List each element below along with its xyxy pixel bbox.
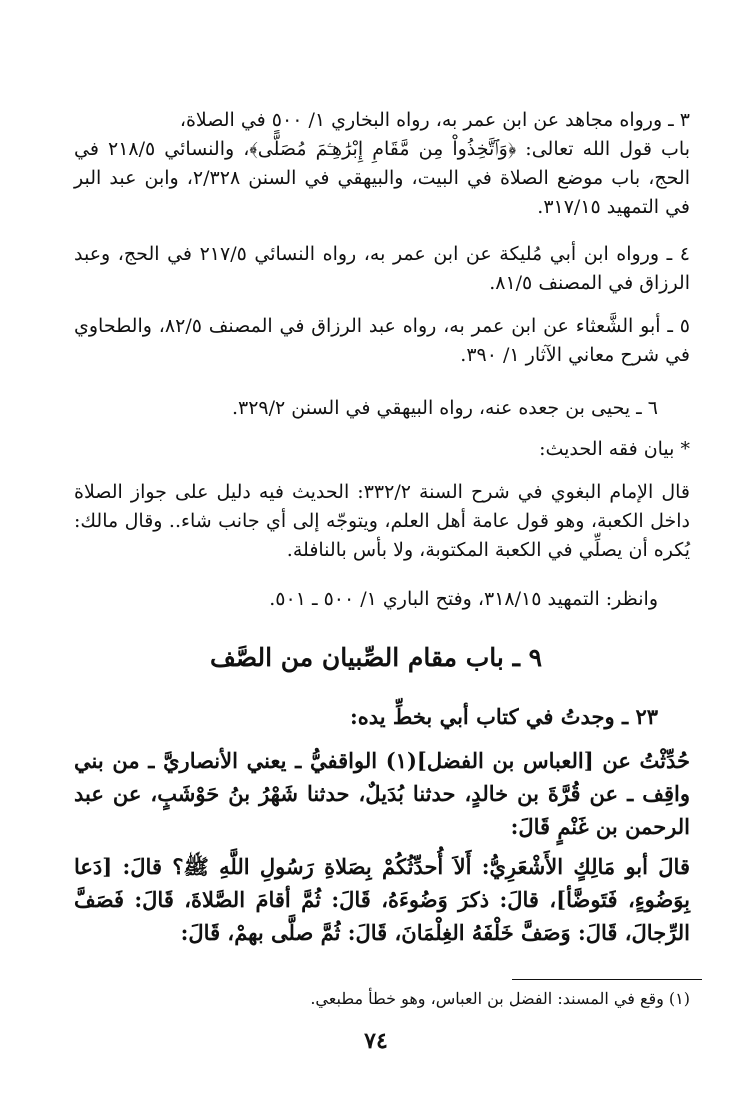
footnote: (١) وقع في المسند: الفضل بن العباس، وهو خطأ مطبعي. xyxy=(310,989,690,1008)
note-3-continuation: باب قول الله تعالى: ﴿وَٱتَّخِذُواْ مِن مَّقَامِ إِبْرَٰهِـۧمَ مُصَلًّى﴾، والنسائي ٢١٨/٥ في الحج، باب موضع الصلاة في البيت، والبيهقي في السنن ٢/٣٢٨، وابن عبد البر في التمهيد ٣١٧/١٥. xyxy=(74,138,690,218)
hadith-isnad: حُدِّثْتُ عن [العباس بن الفضل](١) الواقفيُّ ـ يعني الأنصاريَّ ـ من بني واقِف ـ عن قُرَّةَ بن خالدٍ، حدثنا بُدَيلٌ، حدثنا شَهْرُ بنُ حَوْشَبٍ، عن عبد الرحمن بن غَنْمٍ قَالَ: xyxy=(74,748,691,839)
hadith-intro: ٢٣ ـ وجدتُ في كتاب أبي بخطِّ يده: xyxy=(350,704,658,729)
chapter-title: ٩ ـ باب مقام الصِّبيان من الصَّف xyxy=(209,643,543,672)
footnote-separator xyxy=(512,979,702,980)
fiqh-label: * بيان فقه الحديث: xyxy=(539,438,690,460)
see-also: وانظر: التمهيد ٣١٨/١٥، وفتح الباري ١/ ٥٠٠ ـ ٥٠١. xyxy=(269,588,658,610)
page-number: ٧٤ xyxy=(364,1028,388,1054)
fiqh-body: قال الإمام البغوي في شرح السنة ٣٣٢/٢: الحديث فيه دليل على جواز الصلاة داخل الكعبة، وهو قول عامة أهل العلم، ويتوجّه إلى أي جانب شاء.. وقال مالك: يُكره أن يصلِّي في الكعبة المكتوبة، ولا بأس بالنافلة. xyxy=(74,481,690,561)
note-5: ٥ ـ أبو الشَّعثاء عن ابن عمر به، رواه عبد الرزاق في المصنف ٨٢/٥، والطحاوي في شرح معاني الآثار ١/ ٣٩٠. xyxy=(74,315,690,366)
note-4: ٤ ـ ورواه ابن أبي مُليكة عن ابن عمر به، رواه النسائي ٢١٧/٥ في الحج، وعبد الرزاق في المصنف ٨١/٥. xyxy=(74,243,690,294)
note-3-first-line: ٣ ـ ورواه مجاهد عن ابن عمر به، رواه البخاري ١/ ٥٠٠ في الصلاة، xyxy=(179,109,690,131)
note-6: ٦ ـ يحيى بن جعده عنه، رواه البيهقي في السنن ٣٢٩/٢. xyxy=(231,397,658,419)
hadith-matn: قالَ أبو مَالِكٍ الأَشْعَرِيُّ: أَلاَ أُحدِّثُكُمْ بِصَلاةِ رَسُولِ اللَّهِ ﷺ؟ قالَ: [دَعا بِوَضُوءٍ، فَتَوضَّأ]، قالَ: ذكرَ وَضُوءَهُ، قَالَ: ثُمَّ أقامَ الصَّلاةَ، قَالَ: فَصَفَّ الرِّجالَ، قَالَ: وَصَفَّ خَلْفَهُ الغِلْمَانَ، قَالَ: ثُمَّ صلَّى بهمْ، قَالَ: xyxy=(74,854,690,945)
